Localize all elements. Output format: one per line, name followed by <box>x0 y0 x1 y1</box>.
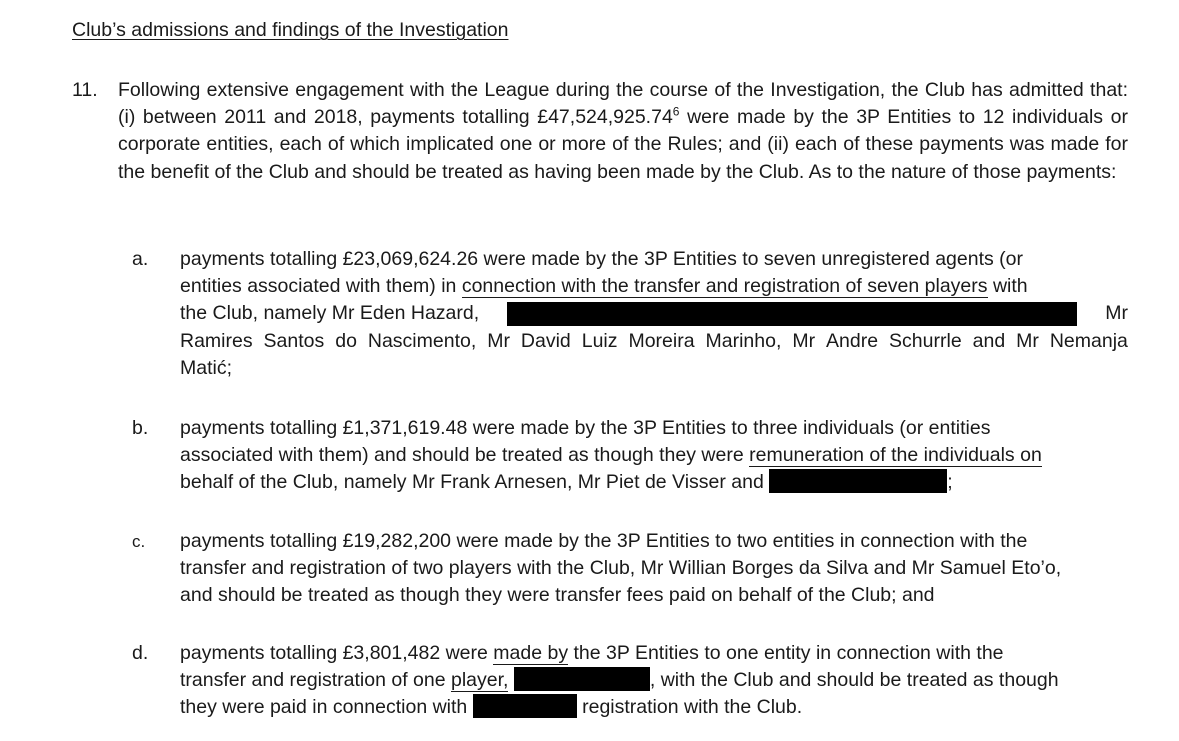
list-item-d <box>72 640 1128 722</box>
text-segment: the 3P Entities to one entity in connection with the <box>568 642 1004 664</box>
text-segment: Mr <box>1105 302 1128 325</box>
word: Ramires <box>180 329 253 352</box>
list-marker: d. <box>132 642 149 664</box>
text-segment: registration with the Club. <box>582 696 803 719</box>
redaction-box <box>473 694 577 718</box>
text-segment: the Club, namely Mr Eden Hazard, <box>180 302 480 325</box>
list-item-text <box>180 246 1128 382</box>
redaction-box <box>507 302 1077 326</box>
paragraph-11 <box>72 77 1128 186</box>
word: Schurrle <box>889 329 962 352</box>
text-line: payments totalling £23,069,624.26 were made by the 3P Entities to seven unregistered agents (or <box>180 248 1024 270</box>
paragraph-number: 11. <box>72 79 98 101</box>
list-marker: b. <box>132 417 149 439</box>
redaction-box <box>769 469 947 493</box>
text-segment: with <box>987 275 1028 298</box>
list-item-text <box>180 415 1128 497</box>
text-segment: ; <box>947 471 953 494</box>
footnote-reference: 6 <box>672 104 680 119</box>
text-line <box>180 640 1128 667</box>
word: Mr <box>1016 329 1039 352</box>
text-line: transfer and registration of two players with the Club, Mr Willian Borges da Silva and Mr Samuel Eto’o, <box>180 557 1062 580</box>
text-segment: they were paid in connection with <box>180 696 468 719</box>
word: Mr <box>487 329 510 352</box>
word: and <box>972 329 1006 352</box>
paragraph-text-part1: Following extensive engagement with the League during the course of the Investigation, the Club has admitted that: (i) between 2011 and 2018, payments totalling £47,524,925.74 <box>118 79 1128 129</box>
word: Santos <box>263 329 325 352</box>
text-line: Matić; <box>180 356 233 379</box>
word: Marinho, <box>705 329 782 352</box>
text-segment: , with the Club and should be treated as though <box>649 669 1059 692</box>
word: Nascimento, <box>367 329 477 352</box>
text-segment: entities associated with them) in <box>180 275 462 298</box>
word: Moreira <box>628 329 695 352</box>
text-segment: associated with them) and should be treated as though they were <box>180 444 750 467</box>
list-item-c <box>72 528 1128 610</box>
text-line <box>180 273 1128 300</box>
underlined-text: made by <box>493 642 569 664</box>
text-line <box>180 300 1128 327</box>
text-line <box>180 442 1128 469</box>
text-line <box>180 694 1128 721</box>
list-item-text <box>180 528 1128 610</box>
list-item-a <box>72 246 1128 382</box>
underlined-text: remuneration of the individuals on <box>749 444 1042 467</box>
text-line: payments totalling £1,371,619.48 were made by the 3P Entities to three individuals (or entities <box>180 417 991 439</box>
underlined-text: connection with the transfer and registration of seven players <box>461 275 988 298</box>
text-segment: payments totalling £3,801,482 were <box>180 642 494 664</box>
text-line: and should be treated as though they were transfer fees paid on behalf of the Club; and <box>180 584 935 607</box>
text-line <box>180 469 1128 496</box>
section-heading: Club’s admissions and findings of the Investigation <box>72 19 509 41</box>
list-item-text <box>180 640 1128 722</box>
word: David <box>520 329 571 352</box>
text-line: payments totalling £19,282,200 were made by the 3P Entities to two entities in connection with the <box>180 530 1028 552</box>
redaction-box <box>514 667 650 691</box>
text-line <box>180 667 1128 694</box>
paragraph-body <box>118 77 1128 186</box>
word: Nemanja <box>1049 329 1128 352</box>
word: Andre <box>826 329 879 352</box>
text-line <box>180 328 1128 355</box>
underlined-text: player, <box>451 669 509 692</box>
list-marker: a. <box>132 248 149 270</box>
list-item-b <box>72 415 1128 497</box>
list-marker: c. <box>132 532 146 551</box>
text-segment: transfer and registration of one <box>180 669 451 692</box>
paragraph-text-part2: were made by the 3P Entities to 12 individuals or corporate entities, each of which implicated one or more of the Rules; and (ii) each of these payments was made for the benefit of the Club and should be treated as having been made by the Club. As to the nature of those payments: <box>118 106 1128 183</box>
word: Mr <box>792 329 816 352</box>
word: do <box>335 329 357 352</box>
word: Luiz <box>581 329 618 352</box>
text-segment: behalf of the Club, namely Mr Frank Arnesen, Mr Piet de Visser and <box>180 471 764 494</box>
